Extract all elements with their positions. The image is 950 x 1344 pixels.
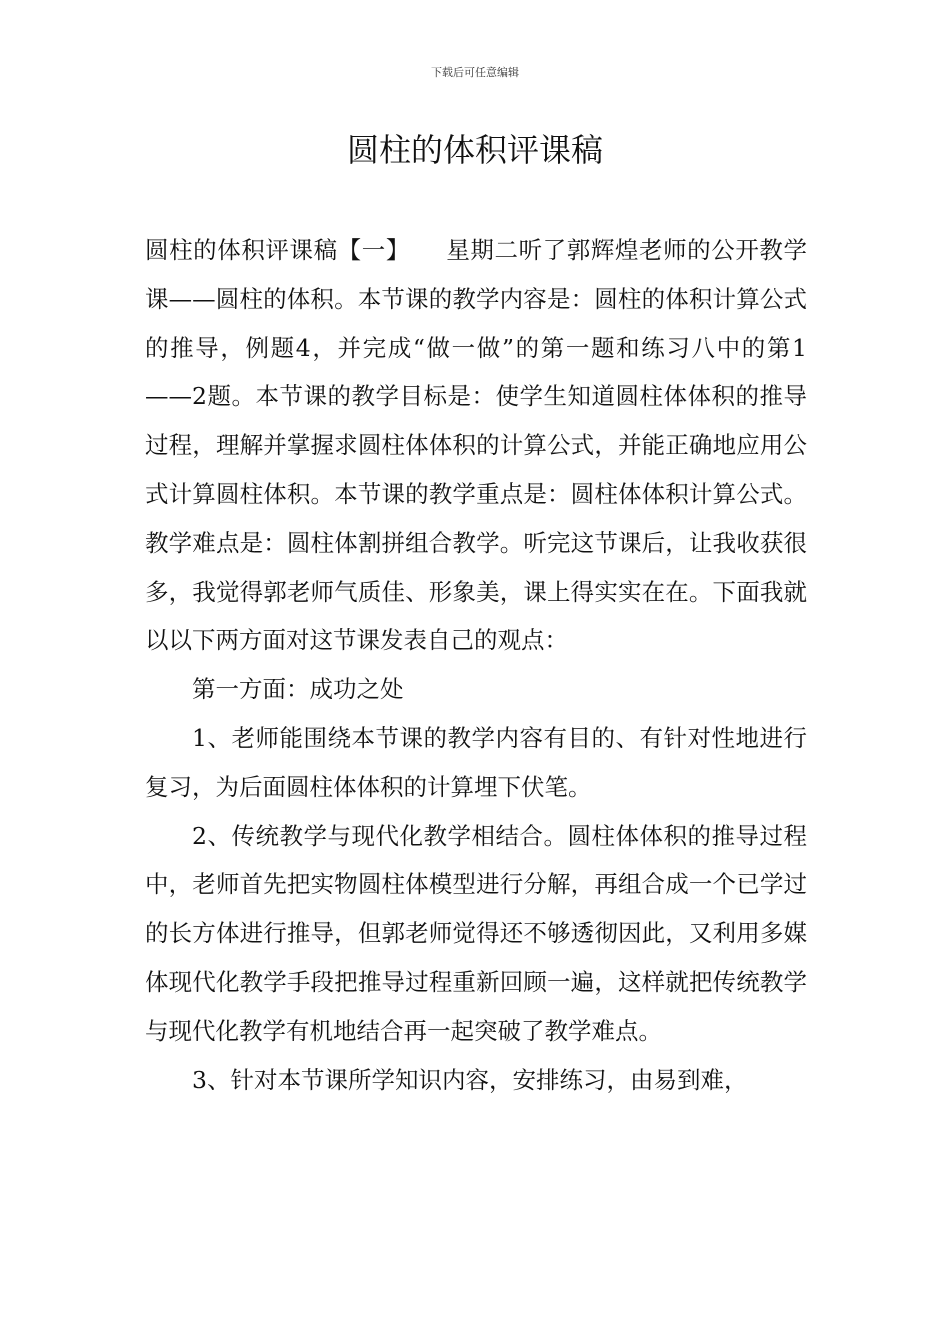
body-paragraph-intro: 圆柱的体积评课稿【一】 星期二听了郭辉煌老师的公开教学课——圆柱的体积。本节课的教学内容是：圆柱的体积计算公式的推导，例题4，并完成“做一做”的第一题和练习八中的第1——2题。本节课的教学目标是：使学生知道圆柱体体积的推导过程，理解并掌握求圆柱体体积的计算公式，并能正确地应用公式计算圆柱体积。本节课的教学重点是：圆柱体体积计算公式。教学难点是：圆柱体割拼组合教学。听完这节课后，让我收获很多，我觉得郭老师气质佳、形象美，课上得实实在在。下面我就以以下两方面对这节课发表自己的观点： [145, 236, 807, 655]
document-body [145, 226, 807, 1104]
body-paragraph-point-2: 2、传统教学与现代化教学相结合。圆柱体体积的推导过程中，老师首先把实物圆柱体模型进行分解，再组合成一个已学过的长方体进行推导，但郭老师觉得还不够透彻因此，又利用多媒体现代化教学手段把推导过程重新回顾一遍，这样就把传统教学与现代化教学有机地结合再一起突破了教学难点。 [145, 821, 807, 1045]
body-paragraph-point-1: 1、老师能围绕本节课的教学内容有目的、有针对性地进行复习，为后面圆柱体体积的计算埋下伏笔。 [145, 723, 807, 801]
section-heading-success: 第一方面：成功之处 [192, 675, 404, 704]
document-title: 圆柱的体积评课稿 [346, 131, 603, 169]
body-paragraph-point-3: 3、针对本节课所学知识内容，安排练习，由易到难， [192, 1065, 748, 1094]
page-header-note: 下载后可任意编辑 [431, 66, 519, 79]
